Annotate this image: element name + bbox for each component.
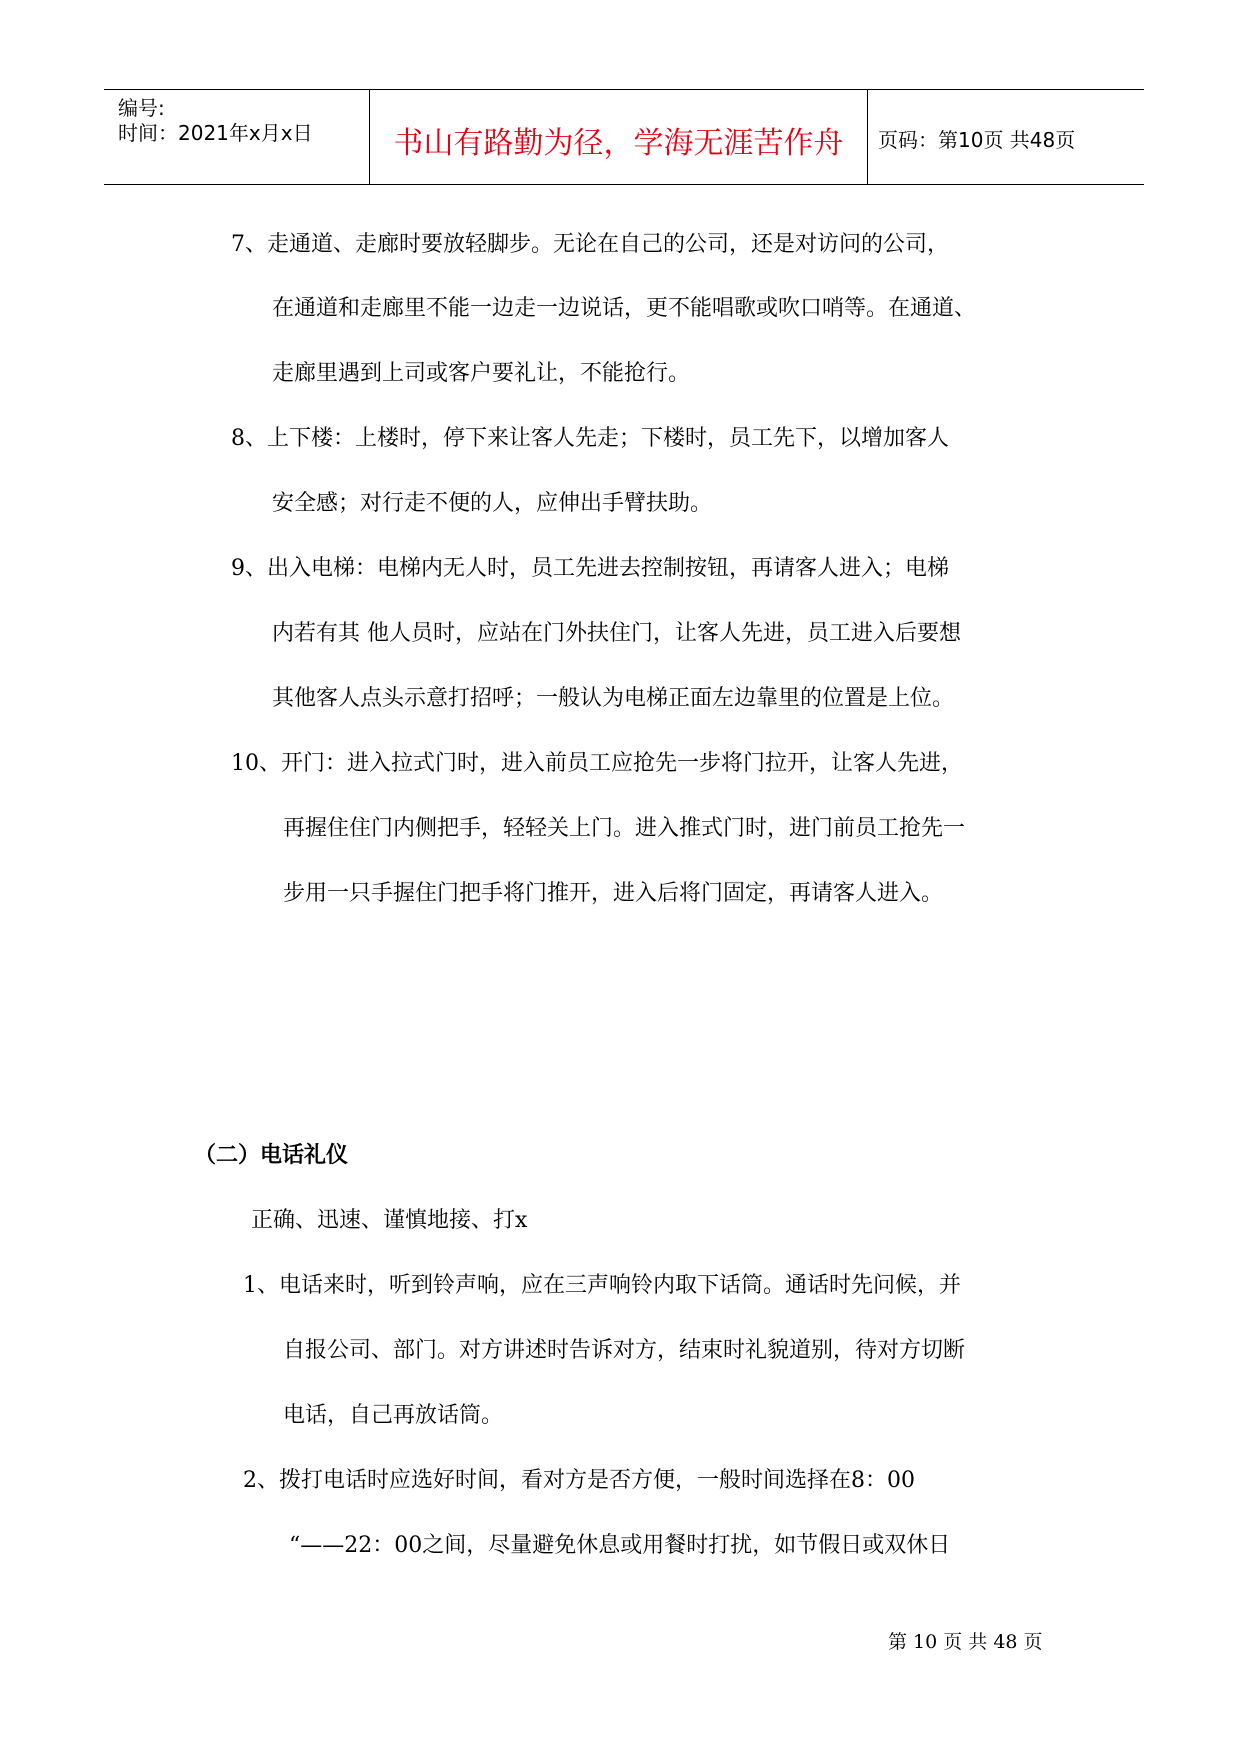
paragraph-line: 自报公司、部门。对方讲述时告诉对方，结束时礼貌道别，待对方切断	[283, 1338, 966, 1363]
section-title: （二）电话礼仪	[194, 1143, 349, 1168]
paragraph-line: 9、出入电梯：电梯内无人时，员工先进去控制按钮，再请客人进入；电梯	[231, 556, 949, 581]
paragraph-line: 2、拨打电话时应选好时间，看对方是否方便，一般时间选择在8：00	[243, 1468, 915, 1493]
paragraph-line: 安全感；对行走不便的人，应伸出手臂扶助。	[272, 491, 713, 516]
header-page-cell	[868, 90, 1144, 184]
paragraph-line: 正确、迅速、谨慎地接、打x	[251, 1208, 528, 1233]
paragraph-line: 其他客人点头示意打招呼；一般认为电梯正面左边靠里的位置是上位。	[272, 686, 955, 711]
page-footer: 第 10 页 共 48 页	[888, 1631, 1043, 1653]
paragraph-line: 7、走通道、走廊时要放轻脚步。无论在自己的公司，还是对访问的公司，	[231, 232, 949, 257]
paragraph-line: 步用一只手握住门把手将门推开，进入后将门固定，再请客人进入。	[283, 881, 944, 906]
header-info-cell	[104, 90, 369, 184]
document-time-label: 时间：2021年x月x日	[118, 121, 313, 145]
document-number-label: 编号:	[118, 96, 165, 120]
paragraph-line: 电话，自己再放话筒。	[283, 1403, 504, 1428]
paragraph-line: 1、电话来时，听到铃声响，应在三声响铃内取下话筒。通话时先问候，并	[243, 1273, 961, 1298]
paragraph-line: 再握住住门内侧把手，轻轻关上门。进入推式门时，进门前员工抢先一	[283, 816, 966, 841]
paragraph-line: 在通道和走廊里不能一边走一边说话，更不能唱歌或吹口哨等。在通道、	[272, 296, 977, 321]
paragraph-line: “——22：00之间，尽量避免休息或用餐时打扰，如节假日或双休日	[289, 1533, 951, 1558]
paragraph-line: 8、上下楼：上楼时，停下来让客人先走；下楼时，员工先下，以增加客人	[231, 426, 949, 451]
header-motto-cell	[369, 90, 868, 184]
motto-text: 书山有路勤为径，学海无涯苦作舟	[393, 126, 844, 161]
paragraph-line: 内若有其 他人员时，应站在门外扶住门，让客人先进，员工进入后要想	[272, 621, 961, 646]
header-page-number: 页码：第10页 共48页	[878, 128, 1076, 152]
paragraph-line: 走廊里遇到上司或客户要礼让，不能抢行。	[272, 361, 691, 386]
page-header	[104, 89, 1144, 185]
paragraph-line: 10、开门：进入拉式门时，进入前员工应抢先一步将门拉开，让客人先进，	[231, 751, 963, 776]
